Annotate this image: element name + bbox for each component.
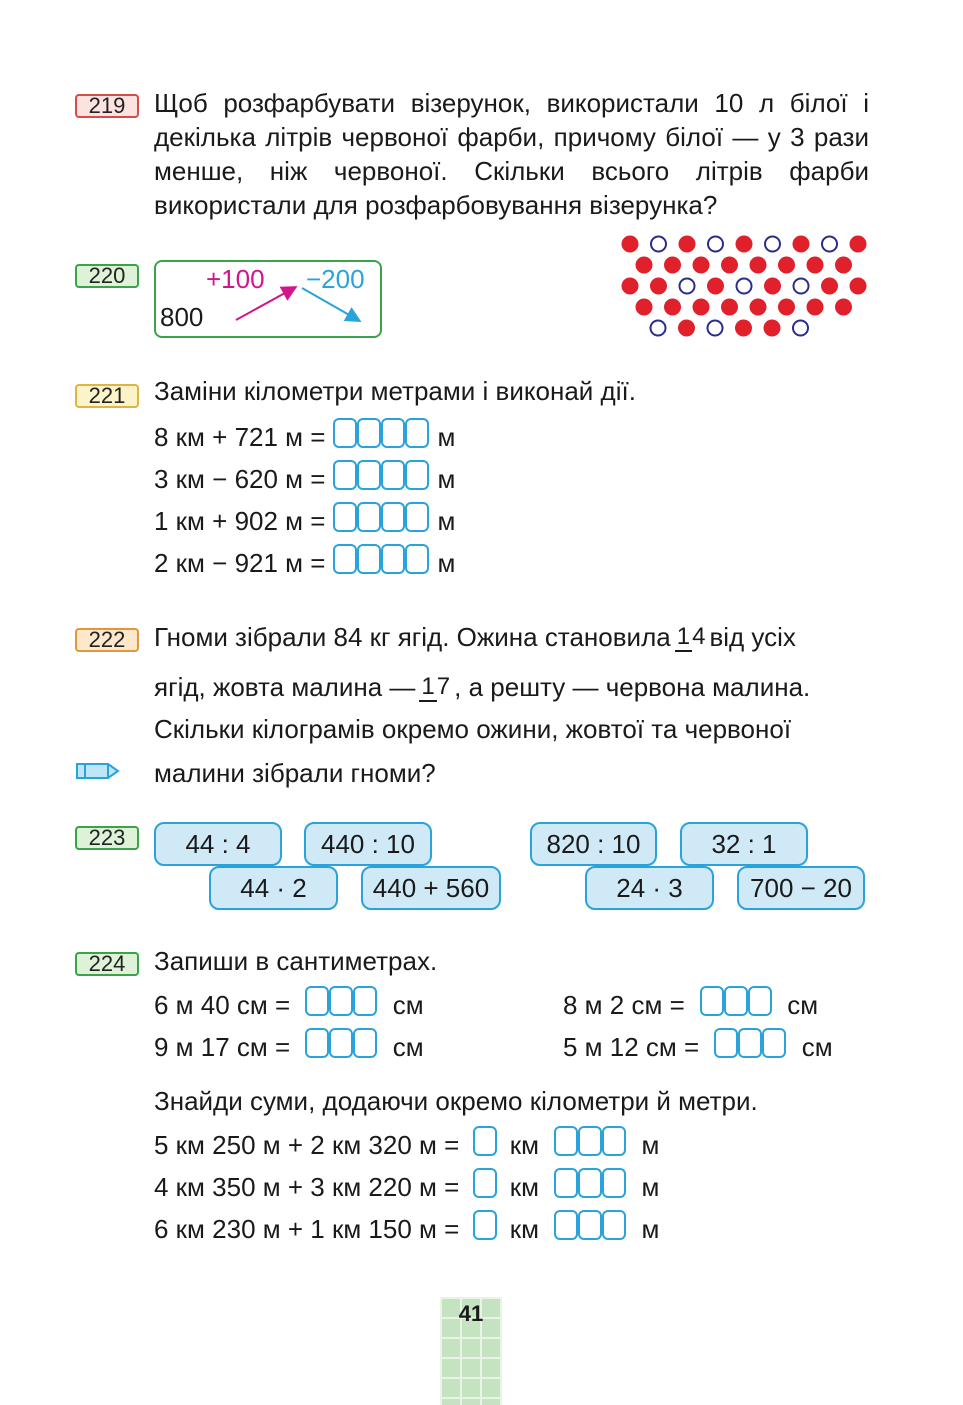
answer-boxes[interactable] (333, 502, 429, 540)
task-number-224: 224 (75, 952, 139, 976)
expression-card-1: 44 : 4 (154, 822, 282, 866)
chain-step-plus: +100 (206, 264, 265, 294)
expression-card-4: 440 + 560 (361, 866, 501, 910)
white-dot (708, 321, 723, 336)
unit-label: м (437, 506, 456, 537)
red-dot (750, 257, 767, 274)
white-dot (793, 321, 808, 336)
task-222-text-3: ягід, жовта малина — (154, 672, 416, 703)
sum-expr: 5 км 250 м + 2 км 320 м = (154, 1130, 460, 1161)
red-dot (764, 320, 781, 337)
answer-boxes[interactable] (333, 418, 429, 456)
red-dot (778, 299, 795, 316)
red-dot (664, 299, 681, 316)
red-dot (650, 278, 667, 295)
m-answer-boxes[interactable] (554, 1126, 626, 1164)
m-answer-boxes[interactable] (554, 1210, 626, 1248)
expression-card-7: 24 · 3 (585, 866, 714, 910)
sum-row-3 (154, 1210, 659, 1248)
unit-label: м (641, 1172, 660, 1203)
task-219-text: Щоб розфарбувати візерунок, використали 10 л білої і декілька літрів червоної фарби, причому білої — у 3 рази менше, ніж червоної. Скільки всього літрів фарби використали для розфарбовування візерунка? (154, 88, 869, 220)
fraction-one-quarter: 14 (676, 623, 706, 651)
white-dot (737, 279, 752, 294)
red-dot (750, 299, 767, 316)
white-dot (822, 237, 837, 252)
red-dot (793, 236, 810, 253)
expression-card-8: 700 − 20 (737, 866, 865, 910)
answer-boxes[interactable] (333, 544, 429, 582)
red-dot (678, 320, 695, 337)
red-dot (707, 278, 724, 295)
red-dot (636, 257, 653, 274)
chain-arrows (154, 260, 382, 338)
fraction-one-seventh: 17 (421, 673, 451, 701)
red-dot (721, 257, 738, 274)
task-221-title: Заміни кілометри метрами і виконай дії. (154, 376, 636, 406)
cm-expr: 6 м 40 см = (154, 990, 291, 1021)
km-row-3 (154, 502, 455, 540)
answer-boxes[interactable] (714, 1028, 786, 1066)
unit-label: км (509, 1214, 540, 1245)
task-222-line-3: Скільки кілограмів окремо ожини, жовтої та червоної (154, 714, 792, 744)
answer-boxes[interactable] (305, 1028, 377, 1066)
red-dot (693, 257, 710, 274)
answer-boxes[interactable] (333, 460, 429, 498)
task-222-text-2: від усіх (709, 622, 796, 653)
km-expr: 1 км + 902 м = (154, 506, 326, 537)
unit-label: м (437, 422, 456, 453)
sum-row-2 (154, 1168, 659, 1206)
red-dot (850, 278, 867, 295)
red-dot (835, 257, 852, 274)
white-dot (765, 237, 780, 252)
white-dot (680, 279, 695, 294)
unit-label: см (392, 1032, 424, 1063)
km-expr: 8 км + 721 м = (154, 422, 326, 453)
unit-label: см (787, 990, 819, 1021)
red-dot (693, 299, 710, 316)
red-dot (721, 299, 738, 316)
unit-label: км (509, 1130, 540, 1161)
chain-start-number: 800 (160, 302, 204, 332)
arrow-minus (302, 288, 358, 320)
red-dot (622, 236, 639, 253)
km-row-4 (154, 544, 455, 582)
chain-step-minus: −200 (306, 264, 365, 294)
m-answer-boxes[interactable] (554, 1168, 626, 1206)
task-number-219: 219 (75, 94, 139, 118)
sum-expr: 6 км 230 м + 1 км 150 м = (154, 1214, 460, 1245)
unit-label: км (509, 1172, 540, 1203)
red-dot (736, 236, 753, 253)
task-number-221: 221 (75, 384, 139, 408)
task-222-line-4: малини зібрали гноми? (154, 758, 436, 788)
task-224-title-2: Знайди суми, додаючи окремо кілометри й метри. (154, 1086, 758, 1116)
cm-row-right-1 (563, 986, 818, 1024)
task-number-223: 223 (75, 826, 139, 850)
expression-card-5: 820 : 10 (530, 822, 657, 866)
task-222-text-1: Гноми зібрали 84 кг ягід. Ожина становила (154, 622, 671, 653)
red-dot (821, 278, 838, 295)
white-dot (651, 321, 666, 336)
red-dot (636, 299, 653, 316)
unit-label: см (801, 1032, 833, 1063)
white-dot (794, 279, 809, 294)
cm-row-left-2 (154, 1028, 424, 1066)
unit-label: м (641, 1130, 660, 1161)
red-dot (778, 257, 795, 274)
pencil-icon (74, 760, 122, 782)
red-dot (664, 257, 681, 274)
task-222-line-2 (154, 660, 810, 712)
cm-row-right-2 (563, 1028, 833, 1066)
sum-expr: 4 км 350 м + 3 км 220 м = (154, 1172, 460, 1203)
km-expr: 2 км − 921 м = (154, 548, 326, 579)
km-row-1 (154, 418, 455, 456)
cm-expr: 5 м 12 см = (563, 1032, 700, 1063)
km-row-2 (154, 460, 455, 498)
task-222-text-4: , а решту — червона малина. (454, 672, 811, 703)
arrow-plus (236, 288, 294, 320)
cm-expr: 9 м 17 см = (154, 1032, 291, 1063)
red-dot (735, 320, 752, 337)
km-answer-box[interactable] (473, 1168, 497, 1206)
unit-label: м (437, 548, 456, 579)
answer-boxes[interactable] (305, 986, 377, 1024)
red-dot (679, 236, 696, 253)
answer-boxes[interactable] (700, 986, 772, 1024)
task-number-222: 222 (75, 628, 139, 652)
white-dot (651, 237, 666, 252)
expression-card-6: 32 : 1 (680, 822, 808, 866)
cm-row-left-1 (154, 986, 424, 1024)
task-number-220: 220 (75, 264, 139, 288)
expression-card-3: 44 · 2 (209, 866, 338, 910)
red-dot (807, 299, 824, 316)
unit-label: м (641, 1214, 660, 1245)
km-expr: 3 км − 620 м = (154, 464, 326, 495)
cm-expr: 8 м 2 см = (563, 990, 685, 1021)
red-dot (622, 278, 639, 295)
unit-label: м (437, 464, 456, 495)
white-dot (708, 237, 723, 252)
unit-label: см (392, 990, 424, 1021)
red-dot (835, 299, 852, 316)
page-number-tab (440, 1297, 502, 1405)
task-224-title: Запиши в сантиметрах. (154, 946, 438, 976)
red-dot (850, 236, 867, 253)
task-222-line-1 (154, 610, 796, 662)
red-dot (807, 257, 824, 274)
expression-card-2: 440 : 10 (304, 822, 432, 866)
page-number: 41 (458, 1301, 484, 1326)
red-dot (764, 278, 781, 295)
dot-pattern (612, 232, 874, 344)
sum-row-1 (154, 1126, 659, 1164)
km-answer-box[interactable] (473, 1126, 497, 1164)
km-answer-box[interactable] (473, 1210, 497, 1248)
